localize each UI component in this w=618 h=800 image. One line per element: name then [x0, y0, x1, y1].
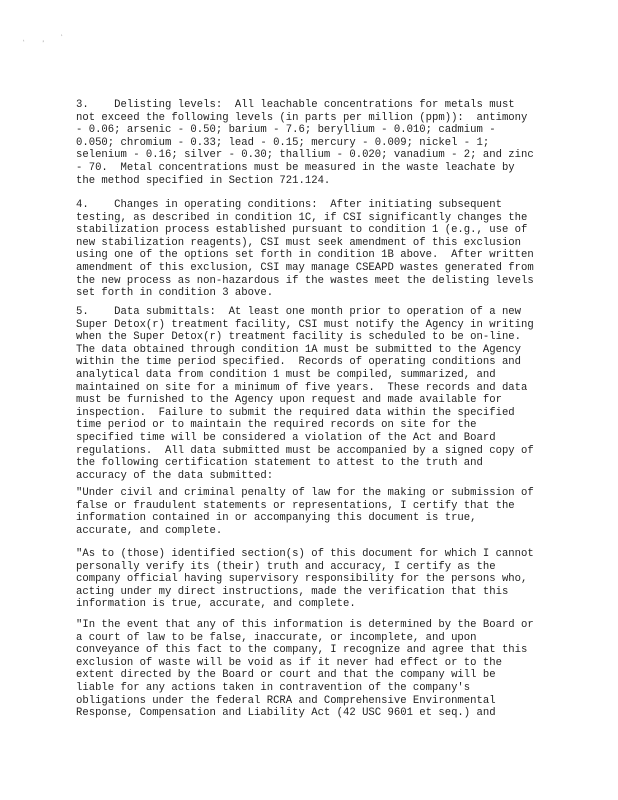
text-line: testing, as described in condition 1C, if CSI significantly changes the: [76, 211, 528, 224]
text-line: regulations. All data submitted must be accompanied by a signed copy of: [76, 444, 534, 457]
text-line: personally verify its (their) truth and accuracy, I certify as the: [76, 560, 496, 573]
text-line: accuracy of the data submitted:: [76, 469, 274, 482]
paragraph-certification-verification: [76, 548, 596, 611]
text-line: time period or to maintain the required records on site for the: [76, 419, 477, 432]
text-line: stabilization process established pursuant to condition 1 (e.g., use of: [76, 224, 528, 237]
text-line: "In the event that any of this information is determined by the Board or: [76, 619, 534, 631]
text-line: specified time will be considered a violation of the Act and Board: [76, 431, 496, 444]
text-line: the method specified in Section 721.124.: [76, 174, 331, 187]
text-line: Response, Compensation and Liability Act (42 USC 9601 et seq.) and: [76, 707, 496, 720]
text-line: the new process as non-hazardous if the wastes meet the delisting levels: [76, 274, 534, 287]
text-line: new stabilization reagents), CSI must seek amendment of this exclusion: [76, 236, 522, 249]
paragraph-certification-void-exclusion: [76, 619, 596, 720]
text-line: extent directed by the Board or court and that the company will be: [76, 669, 496, 682]
text-line: information is true, accurate, and complete.: [76, 598, 356, 611]
text-line: The data obtained through condition 1A must be submitted to the Agency: [76, 343, 522, 356]
text-line: acting under my direct instructions, made the verification that this: [76, 585, 509, 598]
text-line: within the time period specified. Records of operating conditions and: [76, 356, 522, 369]
text-line: 3. Delisting levels: All leachable concentrations for metals must: [76, 99, 515, 111]
text-line: amendment of this exclusion, CSI may manage CSEAPD wastes generated from: [76, 261, 534, 274]
text-line: obligations under the federal RCRA and Comprehensive Environmental: [76, 694, 496, 707]
text-line: 0.050; chromium - 0.33; lead - 0.15; mercury - 0.009; nickel - 1;: [76, 136, 490, 149]
text-line: - 70. Metal concentrations must be measured in the waste leachate by: [76, 161, 515, 174]
text-line: set forth in condition 3 above.: [76, 287, 274, 300]
text-line: selenium - 0.16; silver - 0.30; thallium - 0.020; vanadium - 2; and zinc: [76, 149, 534, 162]
text-line: false or fraudulent statements or representations, I certify that the: [76, 499, 515, 512]
text-line: 4. Changes in operating conditions: After initiating subsequent: [76, 199, 502, 211]
paragraph-data-submittals: [76, 306, 596, 482]
text-line: inspection. Failure to submit the required data within the specified: [76, 406, 515, 419]
text-line: must be furnished to the Agency upon request and made available for: [76, 394, 502, 407]
text-line: conveyance of this fact to the company, I recognize and agree that this: [76, 644, 528, 657]
text-line: Super Detox(r) treatment facility, CSI must notify the Agency in writing: [76, 318, 534, 331]
paragraph-delisting-levels: [76, 99, 596, 187]
text-line: liable for any actions taken in contravention of the company's: [76, 681, 471, 694]
text-line: analytical data from condition 1 must be compiled, summarized, and: [76, 368, 496, 381]
text-line: 5. Data submittals: At least one month prior to operation of a new: [76, 306, 522, 318]
text-line: exclusion of waste will be void as if it never had effect or to the: [76, 656, 502, 669]
text-line: the following certification statement to attest to the truth and: [76, 457, 483, 470]
text-line: when the Super Detox(r) treatment facility is scheduled to be on-line.: [76, 331, 522, 344]
text-line: "As to (those) identified section(s) of this document for which I cannot: [76, 548, 534, 560]
text-line: using one of the options set forth in condition 1B above. After written: [76, 249, 534, 262]
paragraph-changes-in-operating-conditions: [76, 199, 596, 300]
text-line: a court of law to be false, inaccurate, or incomplete, and upon: [76, 631, 477, 644]
text-line: "Under civil and criminal penalty of law for the making or submission of: [76, 487, 534, 499]
text-line: not exceed the following levels (in parts per million (ppm)): antimony: [76, 111, 528, 124]
text-line: information contained in or accompanying this document is true,: [76, 512, 477, 525]
text-line: accurate, and complete.: [76, 524, 223, 537]
scan-artifact-marks: ' , ': [21, 32, 71, 47]
text-line: company official having supervisory responsibility for the persons who,: [76, 573, 528, 586]
text-line: maintained on site for a minimum of five years. These records and data: [76, 381, 528, 394]
text-line: - 0.06; arsenic - 0.50; barium - 7.6; beryllium - 0.010; cadmium -: [76, 124, 496, 137]
paragraph-certification-civil-penalty: [76, 487, 596, 537]
